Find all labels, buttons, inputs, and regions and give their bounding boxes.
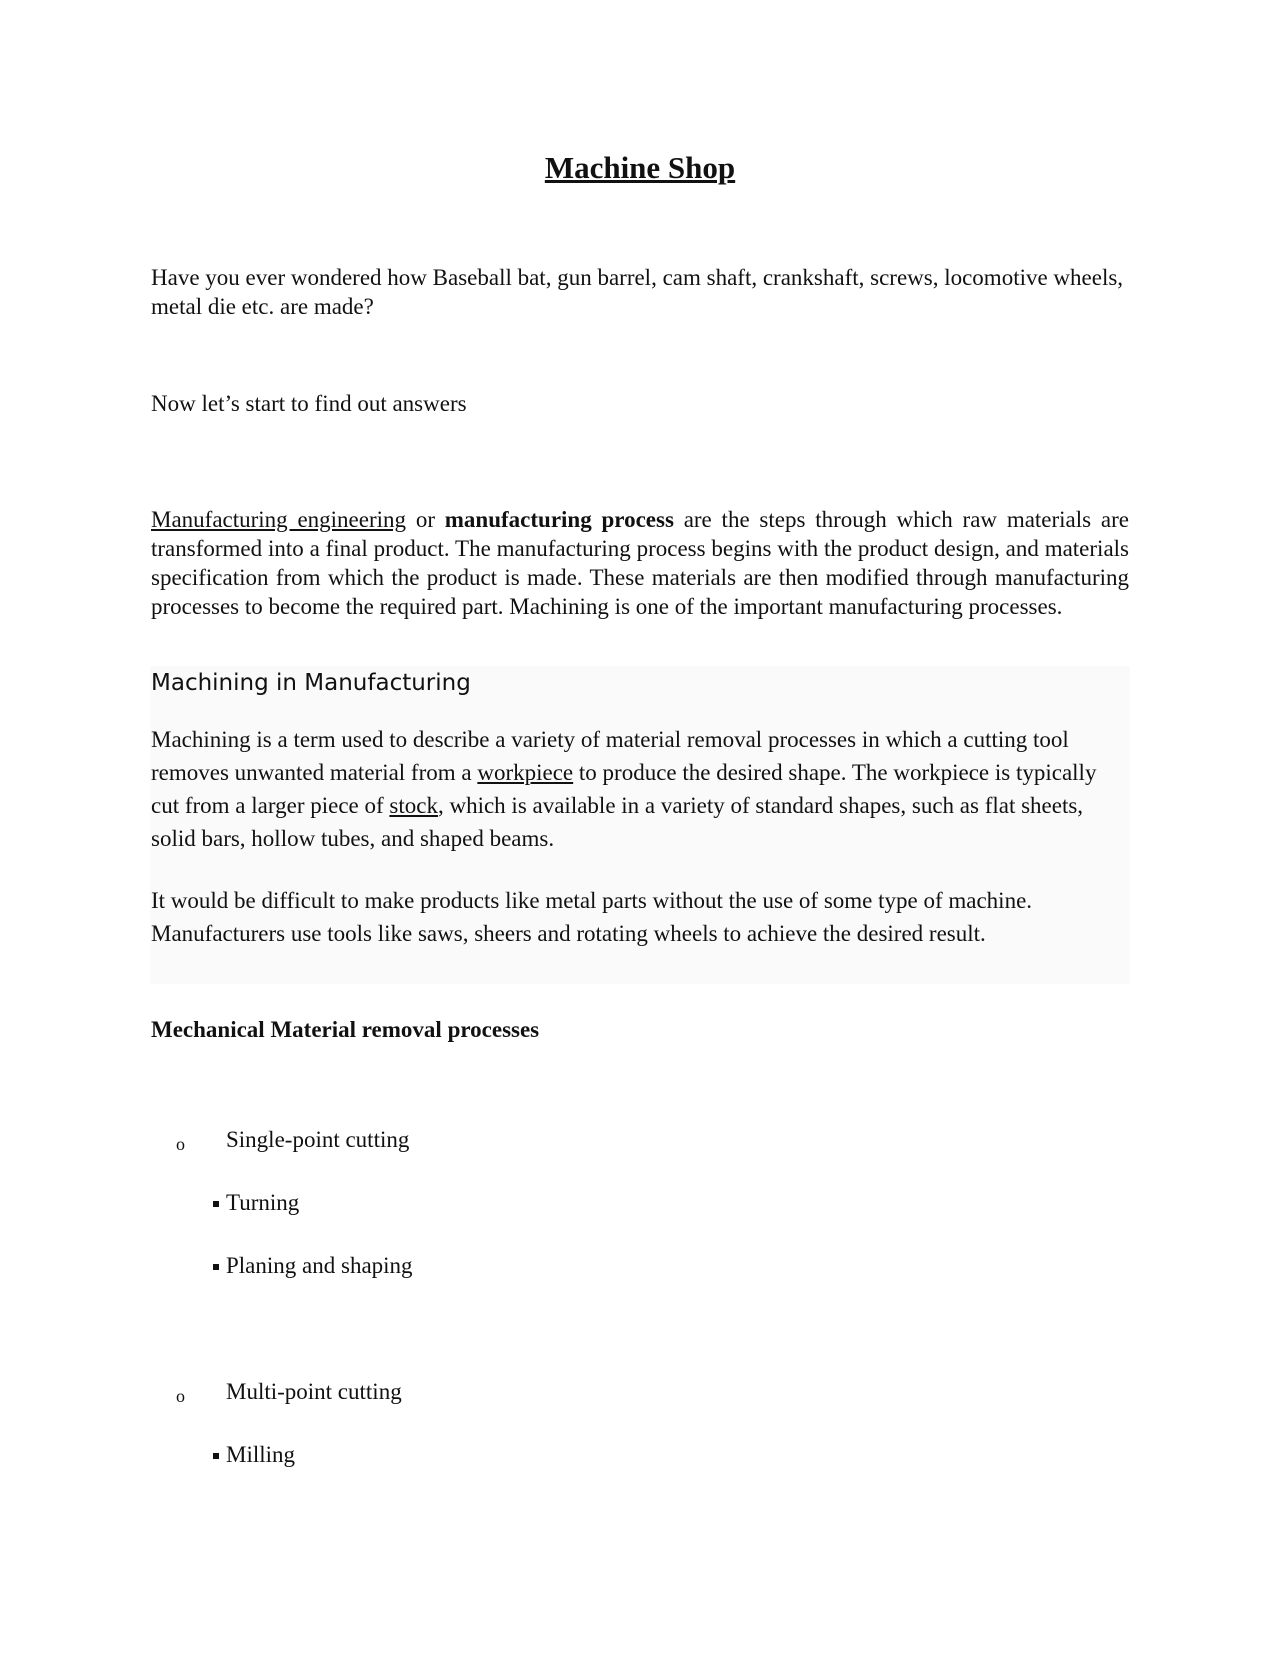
page-title: Machine Shop [544, 150, 736, 185]
manufacturing-paragraph [151, 505, 1129, 621]
group-1-label: Single-point cutting [226, 1127, 410, 1152]
machining-p1-part2: to produce the desired shape. The workpiece is typically cut from a larger piece of [151, 760, 1097, 818]
square-bullet-icon [213, 1201, 219, 1207]
stock-link[interactable]: stock [389, 793, 438, 818]
group-1-item-1: Turning [226, 1190, 300, 1215]
intro-question: Have you ever wondered how Baseball bat, gun barrel, cam shaft, crankshaft, screws, locomotive wheels, metal die etc. are made? [151, 265, 1124, 319]
machining-paragraph-2: It would be difficult to make products like metal parts without the use of some type of machine. Manufacturers use tools like saws, sheers and rotating wheels to achieve the desired result. [151, 888, 1033, 946]
machining-p1-part3: , which is available in a variety of standard shapes, such as flat sheets, solid bars, hollow tubes, and shaped beams. [151, 793, 1084, 851]
group-2-item-1: Milling [226, 1442, 296, 1467]
processes-heading: Mechanical Material removal processes [151, 1017, 540, 1042]
group-2-label: Multi-point cutting [226, 1379, 402, 1404]
machining-paragraph-1 [151, 723, 1121, 855]
manufacturing-rest-text: are the steps through which raw materials are transformed into a final product. The manufacturing process begins with the product design, and materials specification from which the product is made. These materials are then modified through manufacturing processes to become the required part. Machining is one of the important manufacturing processes. [151, 507, 1129, 619]
square-bullet-icon [213, 1453, 219, 1459]
square-bullet-icon [213, 1264, 219, 1270]
machining-heading: Machining in Manufacturing [151, 670, 471, 696]
group-1-marker: o [176, 1134, 185, 1154]
manufacturing-process-term: manufacturing process [444, 507, 674, 532]
machining-p1-part1: Machining is a term used to describe a variety of material removal processes in which a cutting tool removes unwanted material from a [151, 727, 1069, 785]
connector-text: or [406, 507, 445, 532]
group-1-item-2: Planing and shaping [226, 1253, 413, 1278]
intro-lead: Now let’s start to find out answers [151, 391, 467, 416]
manufacturing-engineering-link[interactable]: Manufacturing engineering [151, 507, 407, 532]
group-2-marker: o [176, 1386, 185, 1406]
workpiece-link[interactable]: workpiece [477, 760, 574, 785]
